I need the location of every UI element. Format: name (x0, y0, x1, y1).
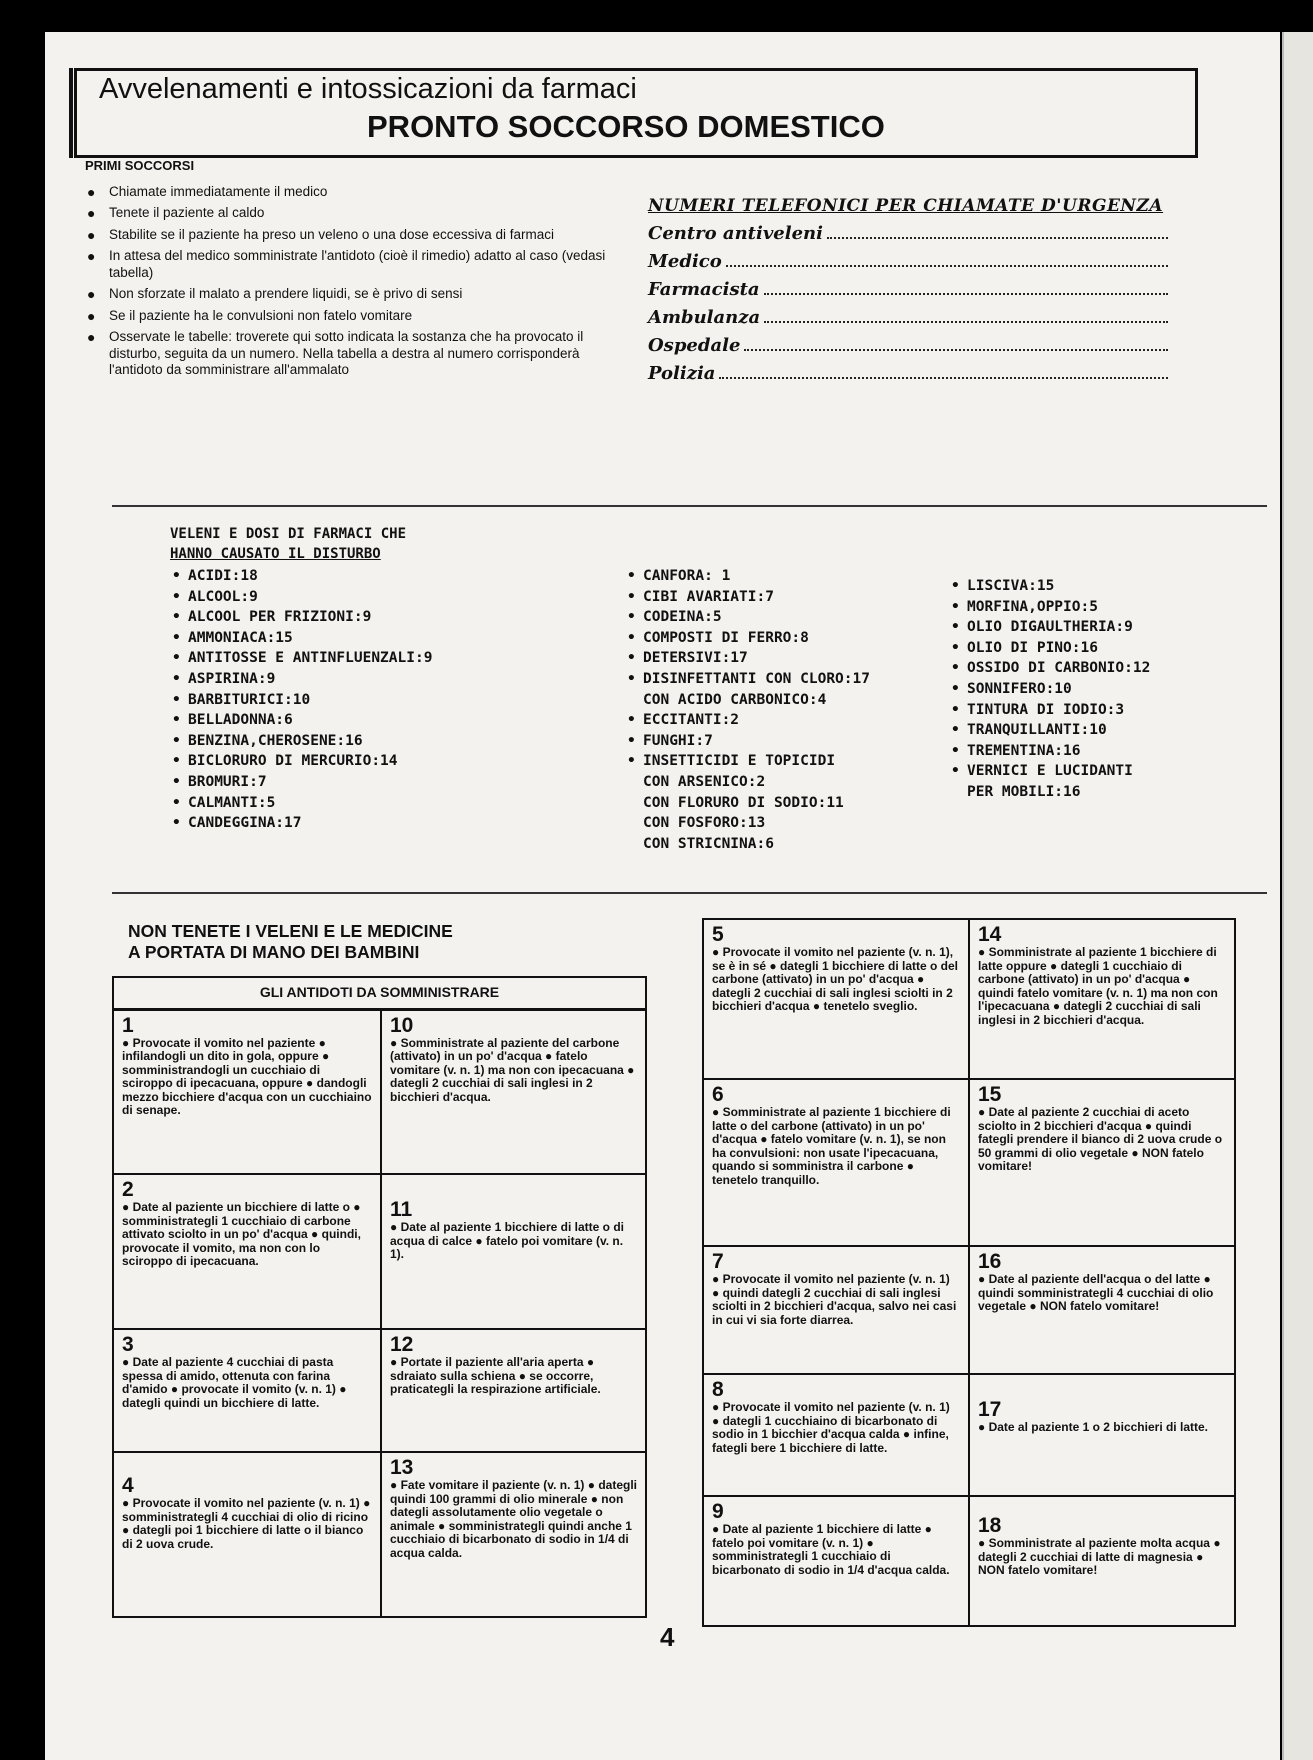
phone-label: Polizia (648, 363, 716, 384)
antidote-cell (969, 1374, 1235, 1496)
antidote-cell (113, 1452, 381, 1617)
first-aid-item: ● Chiamate immediatamente il medico (85, 184, 625, 201)
poison-item: • ACIDI:18 (170, 566, 432, 587)
first-aid-list (85, 184, 625, 379)
poison-item: CON FLORURO DI SODIO:11 (643, 794, 844, 811)
first-aid-item: ● Stabilite se il paziente ha preso un veleno o una dose eccessiva di farmaci (85, 227, 625, 244)
antidote-number: 17 (978, 1398, 1002, 1421)
antidote-cell (381, 1009, 646, 1174)
antidote-text: ● Somministrate al paziente 1 bicchiere di latte oppure ● dategli 1 cucchiaio di carbone (attivato) in un po' d'acqua ● quindi fatelo vomitare (v. n. 1) ma non con l'ipecacuana ● dategli 2 cucchiai di sali inglesi in 2 bicchieri d'acqua. (978, 945, 1218, 1027)
antidote-text: ● Somministrate al paziente del carbone (attivato) in un po' d'acqua ● fatelo vomitare (v. n. 1) ma non con ipecacuana ● dategli 2 cucchiai di sali inglesi in 2 bicchieri d'acqua. (390, 1035, 635, 1104)
poison-item: • BELLADONNA:6 (170, 710, 432, 731)
phone-row (648, 244, 1168, 272)
phone-blank (827, 237, 1168, 239)
phone-row (648, 356, 1168, 384)
phone-label: Ambulanza (648, 307, 761, 328)
page-subtitle: PRONTO SOCCORSO DOMESTICO (367, 109, 885, 144)
antidote-number: 15 (978, 1083, 1002, 1106)
poison-item: • ASPIRINA:9 (170, 669, 432, 690)
poison-item: • MORFINA,OPPIO:5 (949, 597, 1150, 618)
poison-item: CON FOSFORO:13 (643, 815, 766, 832)
poison-item: • OSSIDO DI CARBONIO:12 (949, 658, 1150, 679)
antidote-number: 6 (712, 1083, 724, 1106)
first-aid-item: ● Se il paziente ha le convulsioni non fatelo vomitare (85, 308, 625, 325)
first-aid-item: ● Tenete il paziente al caldo (85, 205, 625, 222)
poisons-column-3 (949, 576, 1150, 803)
antidote-text: ● Date al paziente un bicchiere di latte o ● somministrategli 1 cucchiaio di carbone attivato sciolto in un po' d'acqua ● quindi, provocate il vomito, ma non con lo sciroppo di ipecacuana. (122, 1200, 361, 1268)
header-left-tick (69, 68, 73, 158)
antidote-cell (381, 1452, 646, 1617)
antidotes-table-left (112, 976, 647, 1618)
poison-item: • TREMENTINA:16 (949, 741, 1150, 762)
antidote-cell (113, 1174, 381, 1329)
section-divider (112, 505, 1267, 507)
poisons-column-1 (170, 566, 432, 834)
antidote-number: 11 (390, 1198, 413, 1221)
first-aid-item: ● In attesa del medico somministrate l'antidoto (cioè il rimedio) adatto al caso (vedasi tabella) (85, 248, 625, 281)
poison-item: • ANTITOSSE E ANTINFLUENZALI:9 (170, 648, 432, 669)
poison-item: • SONNIFERO:10 (949, 679, 1150, 700)
antidote-number: 8 (712, 1378, 724, 1401)
antidote-cell (703, 1246, 969, 1374)
antidote-cell (969, 919, 1235, 1079)
antidote-text: ● Provocate il vomito nel paziente (v. n. 1) ● dategli 1 cucchiaino di bicarbonato di sodio in 1 bicchier d'acqua calda ● infine, fategli bere 1 bicchiere di latte. (712, 1400, 950, 1455)
poison-item: • BARBITURICI:10 (170, 690, 432, 711)
phone-row (648, 328, 1168, 356)
poison-item: • CIBI AVARIATI:7 (625, 587, 870, 608)
phone-label: Centro antiveleni (648, 223, 823, 244)
antidote-cell (703, 919, 969, 1079)
antidote-text: ● Provocate il vomito nel paziente (v. n. 1) ● quindi dategli 2 cucchiai di sali inglesi sciolti in 2 bicchieri d'acqua, salvo nei casi in cui vi sia forte diarrea. (712, 1272, 957, 1327)
poison-item: • LISCIVA:15 (949, 576, 1150, 597)
children-warning (128, 921, 453, 963)
antidote-text: ● Portate il paziente all'aria aperta ● sdraiato sulla schiena ● se occorre, praticategli la respirazione artificiale. (390, 1355, 601, 1396)
page-title: Avvelenamenti e intossicazioni da farmaci (99, 73, 637, 105)
poison-item: • TRANQUILLANTI:10 (949, 720, 1150, 741)
poison-item: • OLIO DIGAULTHERIA:9 (949, 617, 1150, 638)
poisons-column-2 (625, 566, 870, 854)
antidote-text: ● Somministrate al paziente molta acqua ● dategli 2 cucchiai di latte di magnesia ● NON fatelo vomitare! (978, 1536, 1221, 1577)
poisons-title-line: HANNO CAUSATO IL DISTURBO (170, 546, 381, 562)
antidote-number: 13 (390, 1456, 414, 1479)
antidote-number: 5 (712, 923, 724, 946)
antidote-number: 7 (712, 1250, 724, 1273)
section-divider (112, 892, 1267, 894)
antidote-cell (113, 1329, 381, 1452)
poison-item: CON STRICNINA:6 (643, 835, 774, 852)
phone-label: Medico (648, 251, 722, 272)
phone-row (648, 216, 1168, 244)
poison-item: • COMPOSTI DI FERRO:8 (625, 628, 870, 649)
phone-row (648, 300, 1168, 328)
poison-item: • BICLORURO DI MERCURIO:14 (170, 751, 432, 772)
poison-item: CON ACIDO CARBONICO:4 (643, 691, 827, 708)
header-box (74, 68, 1198, 158)
first-aid-heading: PRIMI SOCCORSI (85, 158, 195, 173)
poison-item: • INSETTICIDI E TOPICIDI (625, 751, 870, 772)
poison-item: • CANFORA: 1 (625, 566, 870, 587)
phone-label: Ospedale (648, 335, 741, 356)
antidote-text: ● Date al paziente 2 cucchiai di aceto sciolto in 2 bicchieri d'acqua ● quindi fategli prendere il bianco di 2 uova crude o 50 grammi di olio vegetale ● NON fatelo vomitare! (978, 1105, 1223, 1173)
poison-item: • BENZINA,CHEROSENE:16 (170, 731, 432, 752)
antidotes-title: GLI ANTIDOTI DA SOMMINISTRARE (113, 977, 646, 1009)
antidote-text: ● Provocate il vomito nel paziente (v. n. 1) ● somministrategli 4 cucchiai di olio di ricino ● dategli poi 1 bicchiere di latte o il bianco di 2 uova crude. (122, 1496, 371, 1551)
antidote-number: 9 (712, 1500, 724, 1523)
poison-item: • CANDEGGINA:17 (170, 813, 432, 834)
emergency-phones (648, 196, 1168, 384)
adjacent-page-edge (1282, 32, 1313, 1760)
antidote-text: ● Provocate il vomito nel paziente (v. n. 1), se è in sé ● dategli 1 bicchiere di latte o del carbone (attivato) in un po' d'acqua ● dategli 2 cucchiai di sali inglesi sciolti in 2 bicchieri d'acqua ● tenetelo sveglio. (712, 945, 958, 1013)
antidote-text: ● Date al paziente 4 cucchiai di pasta spessa di amido, ottenuta con farina d'amido ● provocate il vomito (v. n. 1) ● dategli quindi un bicchiere di latte. (122, 1355, 347, 1410)
warning-line: NON TENETE I VELENI E LE MEDICINE (128, 921, 453, 941)
poisons-title (170, 524, 406, 564)
phone-row (648, 272, 1168, 300)
poison-item: • FUNGHI:7 (625, 731, 870, 752)
antidote-number: 16 (978, 1250, 1002, 1273)
antidote-cell (969, 1079, 1235, 1246)
antidote-text: ● Date al paziente 1 bicchiere di latte o di acqua di calce ● fatelo poi vomitare (v. n. 1). (390, 1220, 624, 1261)
page-number: 4 (660, 1622, 675, 1652)
antidote-text: ● Provocate il vomito nel paziente ● infilandogli un dito in gola, oppure ● somministrandogli un cucchiaio di sciroppo di ipecacuana, oppure ● dandogli mezzo bicchiere d'acqua con un cucchiaino di senape. (122, 1035, 372, 1117)
poison-item: • ALCOOL PER FRIZIONI:9 (170, 607, 432, 628)
antidote-number: 4 (122, 1474, 134, 1497)
antidote-cell (381, 1329, 646, 1452)
antidote-text: ● Date al paziente dell'acqua o del latte ● quindi somministrategli 4 cucchiai di olio vegetale ● NON fatelo vomitare! (978, 1272, 1214, 1313)
antidote-cell (113, 1009, 381, 1174)
antidote-cell (969, 1496, 1235, 1626)
antidote-text: ● Date al paziente 1 bicchiere di latte ● fatelo poi vomitare (v. n. 1) ● somministrategli 1 cucchiaio di bicarbonato di sodio in 1/4 d'acqua calda. (712, 1522, 950, 1577)
phone-blank (764, 293, 1168, 295)
antidote-text: ● Somministrate al paziente 1 bicchiere di latte o del carbone (attivato) in un po' d'acqua ● fatelo vomitare (v. n. 1), se non ha convulsioni: non usate l'ipecacuana, quando si somministra il carbone ● tenetelo tranquillo. (712, 1105, 951, 1187)
warning-line: A PORTATA DI MANO DEI BAMBINI (128, 942, 420, 962)
phone-blank (744, 349, 1168, 351)
poison-item: • BROMURI:7 (170, 772, 432, 793)
phone-blank (719, 377, 1168, 379)
first-aid-item: ● Non sforzate il malato a prendere liquidi, se è privo di sensi (85, 286, 625, 303)
poison-item: • DISINFETTANTI CON CLORO:17 (625, 669, 870, 690)
poison-item: CON ARSENICO:2 (643, 773, 766, 790)
antidotes-table-right (702, 918, 1236, 1627)
poison-item: • ALCOOL:9 (170, 587, 432, 608)
antidote-number: 14 (978, 923, 1002, 946)
antidote-number: 18 (978, 1514, 1002, 1537)
poison-item: • CODEINA:5 (625, 607, 870, 628)
phone-blank (764, 321, 1168, 323)
poison-item: • TINTURA DI IODIO:3 (949, 700, 1150, 721)
poisons-title-line: VELENI E DOSI DI FARMACI CHE (170, 526, 407, 542)
poison-item: • AMMONIACA:15 (170, 628, 432, 649)
poison-item: • CALMANTI:5 (170, 793, 432, 814)
antidote-number: 1 (122, 1013, 134, 1037)
first-aid-item: ● Osservate le tabelle: troverete qui sotto indicata la sostanza che ha provocato il disturbo, seguita da un numero. Nella tabella a destra al numero corrisponderà l'antidoto da somministrare all'ammalato (85, 329, 625, 379)
antidote-number: 3 (122, 1333, 134, 1356)
poison-item: PER MOBILI:16 (967, 783, 1081, 800)
phone-label: Farmacista (648, 279, 760, 300)
antidote-number: 12 (390, 1333, 414, 1356)
first-aid-section (85, 158, 625, 384)
antidote-text: ● Fate vomitare il paziente (v. n. 1) ● dategli quindi 100 grammi di olio minerale ● non dategli assolutamente olio vegetale o animale ● somministrategli quindi anche 1 cucchiaio di bicarbonato di sodio in 1/4 di acqua calda. (390, 1478, 637, 1560)
poison-item: • VERNICI E LUCIDANTI (949, 761, 1150, 782)
antidote-cell (969, 1246, 1235, 1374)
antidote-text: ● Date al paziente 1 o 2 bicchieri di latte. (978, 1420, 1208, 1434)
poison-item: • OLIO DI PINO:16 (949, 638, 1150, 659)
antidote-number: 10 (390, 1013, 414, 1037)
phone-blank (726, 265, 1168, 267)
antidote-number: 2 (122, 1178, 134, 1201)
antidote-cell (703, 1374, 969, 1496)
poison-item: • DETERSIVI:17 (625, 648, 870, 669)
antidote-cell (703, 1496, 969, 1626)
poison-item: • ECCITANTI:2 (625, 710, 870, 731)
phones-title: NUMERI TELEFONICI PER CHIAMATE D'URGENZA (648, 196, 1164, 216)
antidote-cell (381, 1174, 646, 1329)
antidote-cell (703, 1079, 969, 1246)
